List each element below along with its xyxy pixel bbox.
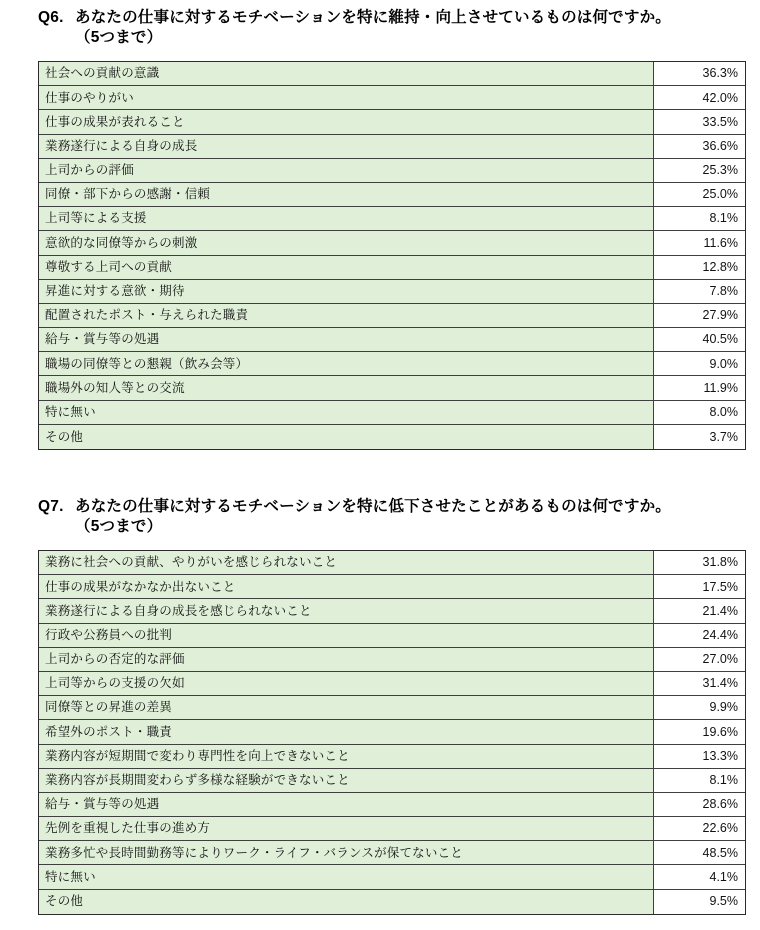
row-label: 業務に社会への貢献、やりがいを感じられないこと: [39, 551, 654, 574]
table-row: [39, 817, 745, 841]
q6-limit-note: （5つまで）: [75, 29, 163, 46]
table-row: [39, 352, 745, 376]
row-percentage: 22.6%: [654, 817, 745, 840]
row-percentage: 36.3%: [654, 62, 745, 85]
row-label: その他: [39, 425, 654, 449]
q6-title: [38, 8, 746, 48]
q6-section: [38, 8, 746, 450]
row-label: 行政や公務員への批判: [39, 624, 654, 647]
row-label: 上司等からの支援の欠如: [39, 672, 654, 695]
table-row: [39, 720, 745, 744]
row-percentage: 31.4%: [654, 672, 745, 695]
q6-question-text: あなたの仕事に対するモチベーションを特に維持・向上させているものは何ですか。: [75, 9, 671, 26]
table-row: [39, 328, 745, 352]
table-row: [39, 304, 745, 328]
row-label: 業務内容が短期間で変わり専門性を向上できないこと: [39, 745, 654, 768]
row-percentage: 36.6%: [654, 135, 745, 158]
row-label: 職場外の知人等との交流: [39, 376, 654, 399]
row-label: 仕事のやりがい: [39, 86, 654, 109]
table-row: [39, 745, 745, 769]
row-percentage: 4.1%: [654, 865, 745, 888]
row-label: 意欲的な同僚等からの刺激: [39, 231, 654, 254]
q7-title-text: [75, 497, 746, 537]
row-percentage: 9.9%: [654, 696, 745, 719]
row-percentage: 25.3%: [654, 159, 745, 182]
table-row: [39, 696, 745, 720]
row-label: 仕事の成果がなかなか出ないこと: [39, 575, 654, 598]
table-row: [39, 648, 745, 672]
table-row: [39, 793, 745, 817]
row-percentage: 9.0%: [654, 352, 745, 375]
row-percentage: 28.6%: [654, 793, 745, 816]
table-row: [39, 599, 745, 623]
table-row: [39, 841, 745, 865]
q7-table: [38, 550, 746, 915]
table-row: [39, 231, 745, 255]
q6-title-text: [75, 8, 746, 48]
row-label: 職場の同僚等との懇親（飲み会等）: [39, 352, 654, 375]
row-percentage: 11.6%: [654, 231, 745, 254]
table-row: [39, 425, 745, 449]
row-percentage: 27.0%: [654, 648, 745, 671]
q6-table: [38, 61, 746, 450]
row-label: 上司からの否定的な評価: [39, 648, 654, 671]
q7-number: Q7.: [38, 498, 64, 515]
row-label: 業務多忙や長時間勤務等によりワーク・ライフ・バランスが保てないこと: [39, 841, 654, 864]
row-label: 昇進に対する意欲・期待: [39, 280, 654, 303]
table-row: [39, 183, 745, 207]
q6-number: Q6.: [38, 9, 64, 26]
row-percentage: 8.1%: [654, 207, 745, 230]
row-label: その他: [39, 890, 654, 914]
row-percentage: 8.1%: [654, 769, 745, 792]
row-label: 特に無い: [39, 401, 654, 424]
row-percentage: 19.6%: [654, 720, 745, 743]
row-percentage: 25.0%: [654, 183, 745, 206]
table-row: [39, 624, 745, 648]
row-percentage: 13.3%: [654, 745, 745, 768]
row-label: 給与・賞与等の処遇: [39, 793, 654, 816]
table-row: [39, 890, 745, 914]
row-label: 同僚等との昇進の差異: [39, 696, 654, 719]
row-percentage: 40.5%: [654, 328, 745, 351]
row-percentage: 31.8%: [654, 551, 745, 574]
table-row: [39, 865, 745, 889]
row-percentage: 27.9%: [654, 304, 745, 327]
row-label: 上司等による支援: [39, 207, 654, 230]
row-label: 給与・賞与等の処遇: [39, 328, 654, 351]
table-row: [39, 401, 745, 425]
row-label: 配置されたポスト・与えられた職責: [39, 304, 654, 327]
q7-section: [38, 497, 746, 915]
table-row: [39, 575, 745, 599]
row-percentage: 33.5%: [654, 110, 745, 133]
row-label: 業務遂行による自身の成長: [39, 135, 654, 158]
table-row: [39, 110, 745, 134]
table-row: [39, 159, 745, 183]
table-row: [39, 769, 745, 793]
q7-limit-note: （5つまで）: [75, 518, 163, 535]
row-percentage: 48.5%: [654, 841, 745, 864]
row-percentage: 9.5%: [654, 890, 745, 914]
row-label: 業務内容が長期間変わらず多様な経験ができないこと: [39, 769, 654, 792]
row-label: 希望外のポスト・職責: [39, 720, 654, 743]
row-percentage: 12.8%: [654, 256, 745, 279]
table-row: [39, 135, 745, 159]
row-percentage: 8.0%: [654, 401, 745, 424]
table-row: [39, 256, 745, 280]
table-row: [39, 62, 745, 86]
row-percentage: 24.4%: [654, 624, 745, 647]
row-percentage: 42.0%: [654, 86, 745, 109]
q7-title: [38, 497, 746, 537]
table-row: [39, 86, 745, 110]
table-row: [39, 207, 745, 231]
row-label: 先例を重視した仕事の進め方: [39, 817, 654, 840]
row-percentage: 21.4%: [654, 599, 745, 622]
row-label: 上司からの評価: [39, 159, 654, 182]
table-row: [39, 280, 745, 304]
row-label: 社会への貢献の意識: [39, 62, 654, 85]
row-percentage: 3.7%: [654, 425, 745, 449]
row-label: 尊敬する上司への貢献: [39, 256, 654, 279]
row-label: 同僚・部下からの感謝・信頼: [39, 183, 654, 206]
q7-question-text: あなたの仕事に対するモチベーションを特に低下させたことがあるものは何ですか。: [75, 498, 671, 515]
row-percentage: 11.9%: [654, 376, 745, 399]
table-row: [39, 551, 745, 575]
table-row: [39, 376, 745, 400]
table-row: [39, 672, 745, 696]
row-label: 特に無い: [39, 865, 654, 888]
row-percentage: 7.8%: [654, 280, 745, 303]
row-percentage: 17.5%: [654, 575, 745, 598]
row-label: 業務遂行による自身の成長を感じられないこと: [39, 599, 654, 622]
row-label: 仕事の成果が表れること: [39, 110, 654, 133]
